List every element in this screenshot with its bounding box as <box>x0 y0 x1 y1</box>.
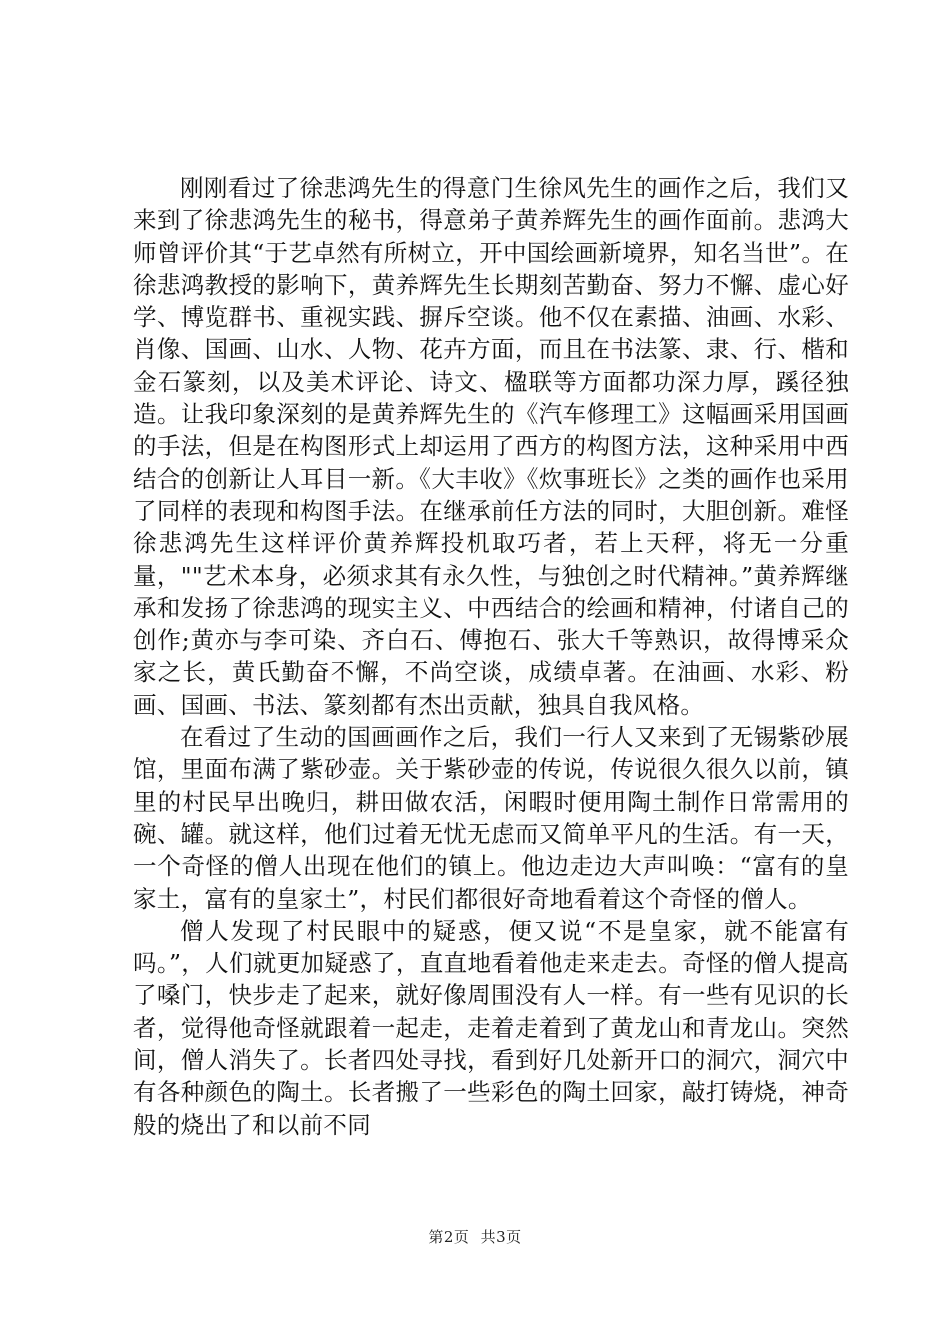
page-number: 第2页 <box>428 1228 470 1246</box>
document-body <box>133 172 849 1141</box>
page-footer <box>0 1226 950 1247</box>
paragraph-3: 僧人发现了村民眼中的疑惑，便又说“不是皇家，就不能富有吗。”，人们就更加疑惑了，直直地看着他走来走去。奇怪的僧人提高了嗓门，快步走了起来，就好像周围没有人一样。有一些有见识的长者，觉得他奇怪就跟着一起走，走着走着到了黄龙山和青龙山。突然间，僧人消失了。长者四处寻找，看到好几处新开口的洞穴，洞穴中有各种颜色的陶土。长者搬了一些彩色的陶土回家，敲打铸烧，神奇般的烧出了和以前不同 <box>133 916 849 1139</box>
paragraph-2: 在看过了生动的国画画作之后，我们一行人又来到了无锡紫砂展馆，里面布满了紫砂壶。关于紫砂壶的传说，传说很久很久以前，镇里的村民早出晚归，耕田做农活，闲暇时便用陶土制作日常需用的碗、罐。就这样，他们过着无忧无虑而又简单平凡的生活。有一天，一个奇怪的僧人出现在他们的镇上。他边走边大声叫唤：“富有的皇家土，富有的皇家土”，村民们都很好奇地看着这个奇怪的僧人。 <box>133 723 849 913</box>
paragraph-1: 刚刚看过了徐悲鸿先生的得意门生徐风先生的画作之后，我们又来到了徐悲鸿先生的秘书，得意弟子黄养辉先生的画作面前。悲鸿大师曾评价其“于艺卓然有所树立，开中国绘画新境界，知名当世”。在徐悲鸿教授的影响下，黄养辉先生长期刻苦勤奋、努力不懈、虚心好学、博览群书、重视实践、摒斥空谈。他不仅在素描、油画、水彩、肖像、国画、山水、人物、花卉方面，而且在书法篆、隶、行、楷和金石篆刻，以及美术评论、诗文、楹联等方面都功深力厚，蹊径独造。让我印象深刻的是黄养辉先生的《汽车修理工》这幅画采用国画的手法，但是在构图形式上却运用了西方的构图方法，这种采用中西结合的创新让人耳目一新。《大丰收》《炊事班长》之类的画作也采用了同样的表现和构图手法。在继承前任方法的同时，大胆创新。难怪徐悲鸿先生这样评价黄养辉投机取巧者，若上天秤，将无一分重量，""艺术本身，必须求其有永久性，与独创之时代精神。”黄养辉继承和发扬了徐悲鸿的现实主义、中西结合的绘画和精神，付诸自己的创作;黄亦与李可染、齐白石、傅抱石、张大千等熟识，故得博采众家之长，黄氏勤奋不懈，不尚空谈，成绩卓著。在油画、水彩、粉画、国画、书法、篆刻都有杰出贡献，独具自我风格。 <box>133 174 849 719</box>
page-total: 共3页 <box>480 1228 522 1246</box>
